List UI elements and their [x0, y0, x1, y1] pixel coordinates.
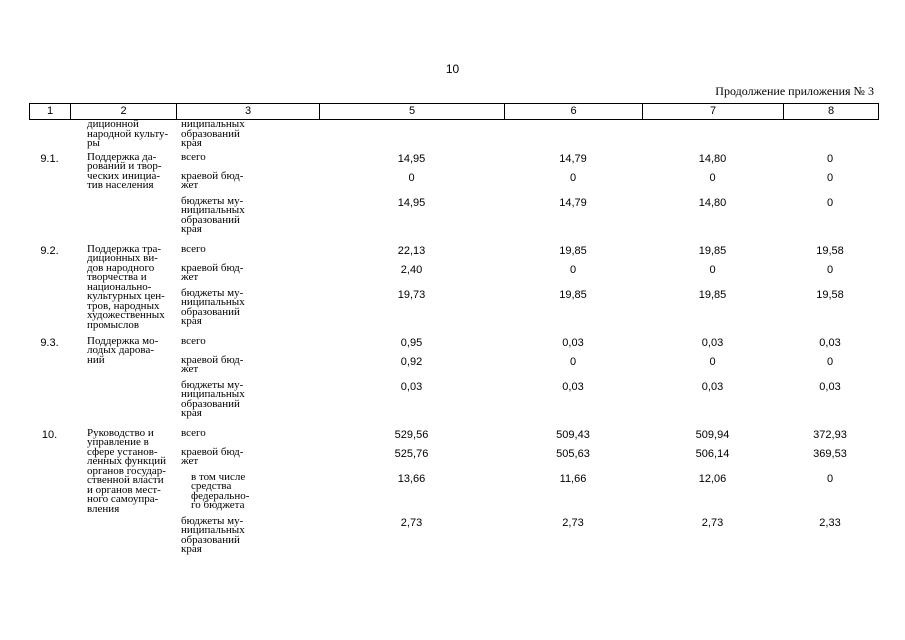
value-cell: 22,13: [397, 244, 426, 257]
source-row: [176, 445, 877, 467]
value-cell: 0: [569, 263, 577, 276]
value-cell: 509,94: [695, 428, 730, 441]
continuation-row: [29, 120, 877, 149]
continuation-row-source: ниципальных образований края: [181, 118, 245, 149]
source-label: всего: [181, 334, 206, 347]
value-cell: 509,43: [556, 428, 590, 441]
value-cell: 0,03: [701, 336, 724, 349]
value-cell: 11,66: [559, 472, 587, 485]
source-row: [176, 334, 877, 350]
value-cell: 0: [826, 152, 834, 165]
continuation-label: Продолжение приложения № 3: [715, 84, 874, 98]
source-label: краевой бюд- жет: [181, 169, 244, 191]
value-cell: 19,85: [559, 288, 587, 301]
row-name: Поддержка да- рований и твор- ческих инициа- тив населения: [87, 150, 162, 191]
value-cell: 13,66: [397, 472, 426, 485]
table-row: [29, 150, 877, 241]
value-cell: 0,92: [400, 355, 423, 368]
table-header: [29, 103, 879, 120]
value-cell: 14,80: [698, 196, 727, 209]
value-cell: 19,85: [698, 244, 727, 257]
source-row: [176, 353, 877, 375]
value-cell: 0: [709, 355, 716, 368]
value-cell: 0: [569, 171, 577, 184]
value-cell: 0: [826, 472, 834, 485]
header-col-3: 3: [177, 104, 320, 119]
value-cell: 19,85: [559, 244, 587, 257]
value-cell: 14,79: [559, 152, 587, 165]
value-cell: 0: [709, 263, 716, 276]
row-name: Руководство и управление в сфере установ- ленных функций органов государ- ственной власти и органов мест- ного самоупра- вления: [87, 426, 167, 515]
value-cell: 369,53: [813, 447, 847, 460]
source-label: всего: [181, 242, 206, 255]
value-cell: 19,73: [397, 288, 426, 301]
source-label: бюджеты му- ниципальных образований края: [181, 194, 245, 235]
source-row: [176, 194, 877, 235]
value-cell: 0: [826, 196, 834, 209]
value-cell: 19,58: [816, 288, 844, 301]
header-col-7: 7: [643, 104, 784, 119]
table-row: [29, 426, 877, 561]
source-row: [176, 150, 877, 166]
value-cell: 372,93: [813, 428, 847, 441]
source-label: краевой бюд- жет: [181, 353, 244, 375]
table-row: [29, 242, 877, 333]
value-cell: 2,73: [400, 516, 423, 529]
header-col-1: 1: [30, 104, 71, 119]
source-label: краевой бюд- жет: [181, 261, 244, 283]
value-cell: 2,33: [819, 516, 841, 529]
value-cell: 14,95: [397, 196, 426, 209]
value-cell: 0,03: [819, 380, 841, 393]
value-cell: 0: [408, 171, 415, 184]
source-label: бюджеты му- ниципальных образований края: [181, 514, 245, 555]
value-cell: 14,95: [397, 152, 426, 165]
value-cell: 19,85: [698, 288, 727, 301]
source-list: [176, 426, 877, 561]
source-label: краевой бюд- жет: [181, 445, 244, 467]
page-number: 10: [445, 62, 460, 76]
source-label: всего: [181, 150, 206, 163]
value-cell: 0: [826, 355, 834, 368]
value-cell: 14,79: [559, 196, 587, 209]
value-cell: 14,80: [698, 152, 727, 165]
value-cell: 0: [709, 171, 716, 184]
header-col-6: 6: [505, 104, 643, 119]
value-cell: 529,56: [394, 428, 429, 441]
value-cell: 0,95: [400, 336, 423, 349]
value-cell: 0,03: [701, 380, 724, 393]
row-number: 10.: [41, 428, 58, 441]
value-cell: 2,73: [701, 516, 724, 529]
table-rows: [29, 150, 877, 561]
source-row: [176, 426, 877, 442]
source-row: [176, 286, 877, 327]
source-label: бюджеты му- ниципальных образований края: [181, 286, 245, 327]
value-cell: 0,03: [819, 336, 841, 349]
source-row: [176, 470, 877, 511]
value-cell: 0,03: [562, 380, 584, 393]
value-cell: 0: [569, 355, 577, 368]
row-number: 9.1.: [40, 152, 59, 165]
source-row: [176, 169, 877, 191]
value-cell: 0,03: [562, 336, 584, 349]
source-row: [176, 242, 877, 258]
source-row: [176, 378, 877, 419]
source-row: [176, 261, 877, 283]
source-row: [176, 514, 877, 555]
value-cell: 505,63: [556, 447, 590, 460]
row-name: Поддержка тра- диционных ви- дов народного творчества и национально- культурных цен- тров, народных художественных промыслов: [87, 242, 165, 331]
header-col-5: 5: [320, 104, 505, 119]
value-cell: 12,06: [698, 472, 727, 485]
value-cell: 2,40: [400, 263, 423, 276]
table-body: [29, 120, 877, 565]
table-row: [29, 334, 877, 425]
source-label: всего: [181, 426, 206, 439]
header-col-2: 2: [71, 104, 177, 119]
value-cell: 0,03: [400, 380, 423, 393]
value-cell: 0: [826, 171, 834, 184]
header-col-8: 8: [827, 105, 835, 117]
source-list: [176, 150, 877, 241]
row-number: 9.2.: [40, 244, 59, 257]
source-label: в том числе средства федерально- го бюджета: [191, 470, 250, 511]
value-cell: 2,73: [562, 516, 584, 529]
value-cell: 506,14: [695, 447, 730, 460]
source-list: [176, 242, 877, 333]
value-cell: 0: [826, 263, 834, 276]
continuation-row-name: диционной народной культу- ры: [87, 118, 169, 149]
value-cell: 525,76: [394, 447, 429, 460]
source-label: бюджеты му- ниципальных образований края: [181, 378, 245, 419]
row-name: Поддержка мо- лодых дарова- ний: [87, 334, 159, 366]
value-cell: 19,58: [816, 244, 844, 257]
source-list: [176, 334, 877, 425]
row-number: 9.3.: [40, 336, 59, 349]
